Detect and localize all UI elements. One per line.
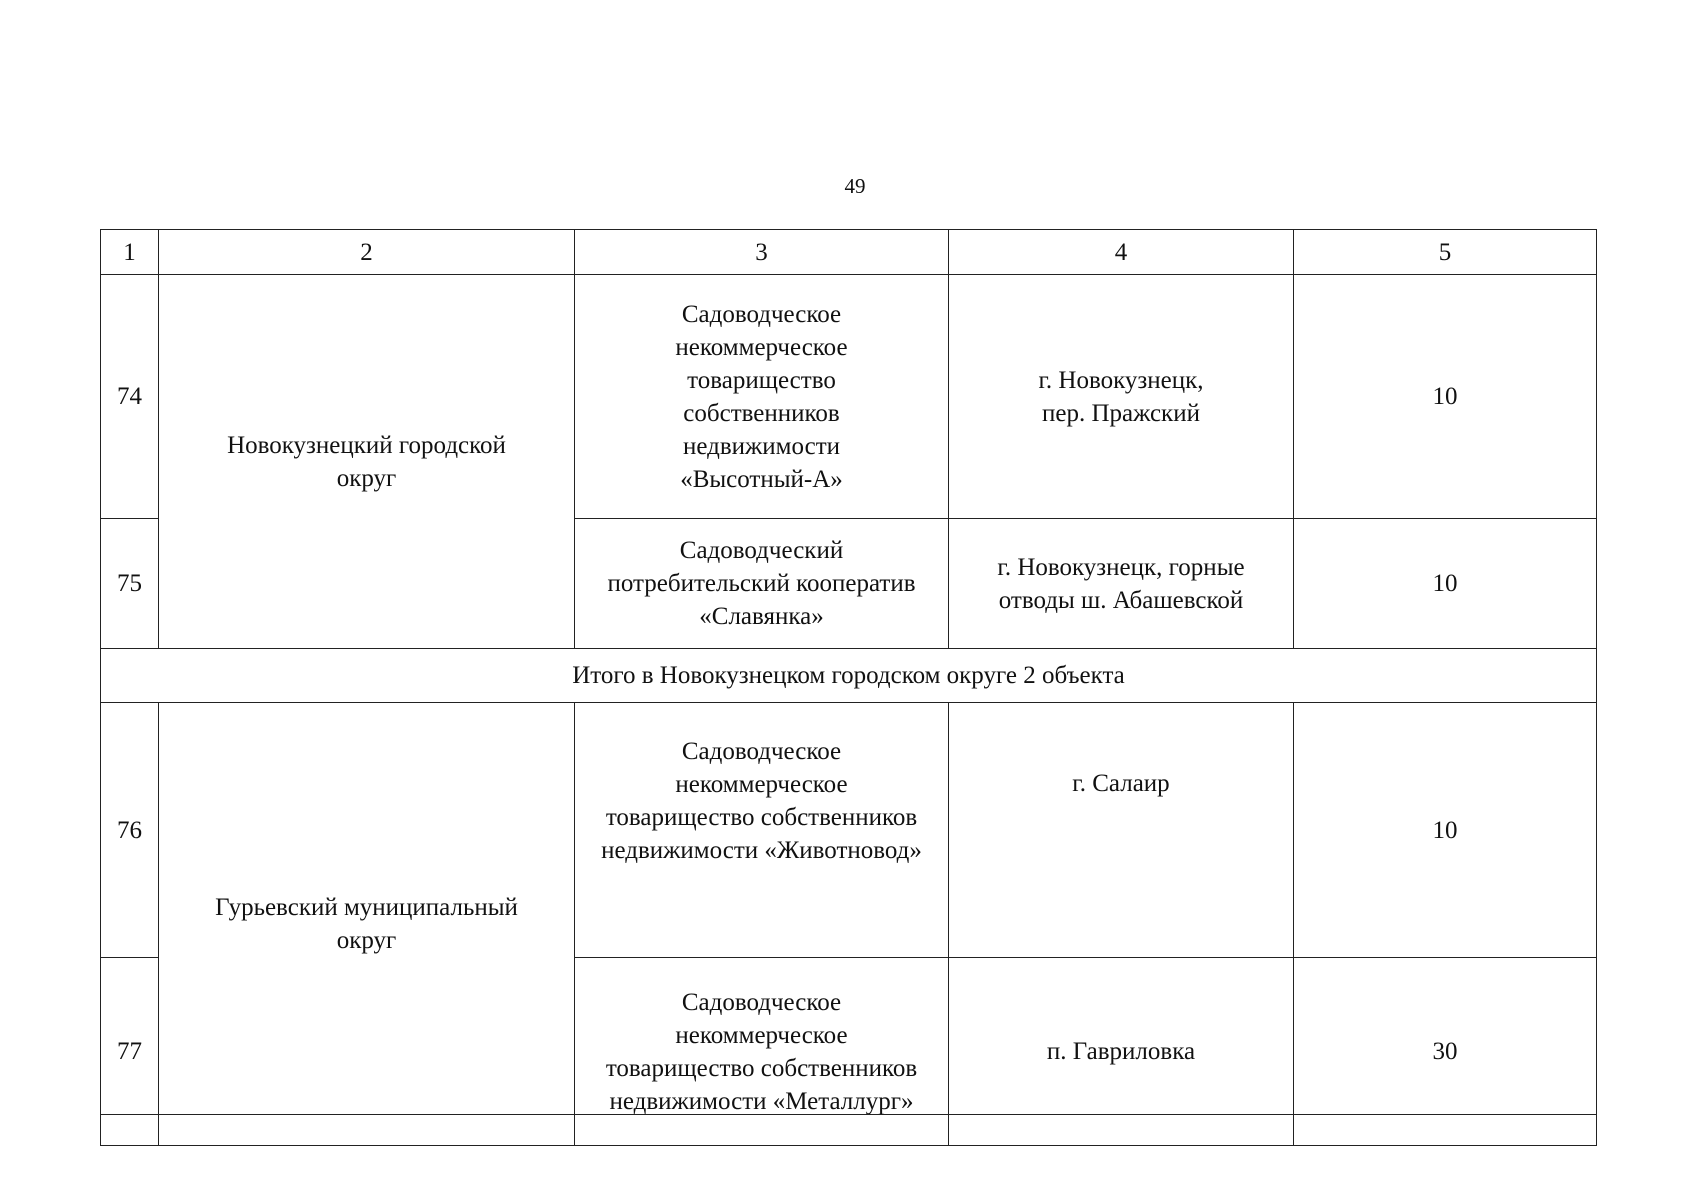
footer-divider (100, 1114, 1596, 1115)
value-cell: 10 (1294, 275, 1597, 519)
organization-name-line: некоммерческое (675, 1021, 848, 1049)
column-header: 4 (949, 230, 1294, 275)
column-header: 5 (1294, 230, 1597, 275)
location (949, 519, 1294, 649)
location-line: отводы ш. Абашевской (998, 586, 1244, 614)
location (949, 275, 1294, 519)
organization-name-line: товарищество собственников (605, 1054, 918, 1082)
row-number: 74 (101, 275, 159, 519)
organization-name-line: Садоводческое (681, 300, 842, 328)
column-header: 2 (159, 230, 575, 275)
value-cell: 10 (1294, 703, 1597, 958)
page-number: 49 (844, 174, 866, 198)
location-line: г. Новокузнецк, (1038, 366, 1204, 394)
objects-table (100, 229, 1597, 1146)
organization-name-line: товарищество (687, 366, 836, 394)
organization-name (575, 519, 949, 649)
organization-name-line: потребительский кооператив (607, 570, 916, 597)
organization-name-line: недвижимости «Металлург» (609, 1087, 914, 1115)
district-name-text: Новокузнецкий городской округ (227, 431, 506, 492)
organization-name-line: недвижимости (682, 432, 841, 460)
location-line: г. Новокузнецк, горные (997, 553, 1245, 581)
column-header: 3 (575, 230, 949, 275)
location (949, 703, 1294, 958)
total-row (101, 649, 1597, 703)
organization-name-line: собственников (683, 399, 840, 427)
column-header: 1 (101, 230, 159, 275)
table-header-row (101, 230, 1597, 275)
row-number: 76 (101, 703, 159, 958)
organization-name (575, 958, 949, 1146)
location-line: г. Салаир (1072, 770, 1170, 797)
district-name (159, 703, 575, 1146)
row-number: 77 (101, 958, 159, 1146)
location-line: п. Гавриловка (1046, 1038, 1196, 1065)
organization-name (575, 275, 949, 519)
organization-name-line: недвижимости «Животновод» (601, 837, 922, 864)
organization-name-line: Садоводческое (681, 738, 842, 765)
organization-name-line: товарищество собственников (605, 804, 918, 831)
district-name (159, 275, 575, 649)
value-cell: 30 (1294, 958, 1597, 1146)
organization-name-line: «Высотный-А» (680, 465, 843, 493)
district-name-text: Гурьевский муниципальный округ (215, 894, 518, 954)
location (949, 958, 1294, 1146)
organization-name (575, 703, 949, 958)
organization-name-line: некоммерческое (675, 333, 848, 361)
value-cell: 10 (1294, 519, 1597, 649)
organization-name-line: «Славянка» (699, 603, 824, 630)
row-number: 75 (101, 519, 159, 649)
total-text: Итого в Новокузнецком городском округе 2 объекта (101, 649, 1597, 703)
table-row (101, 275, 1597, 519)
organization-name-line: Садоводческий (679, 537, 844, 564)
organization-name-line: Садоводческое (681, 988, 842, 1016)
table-row (101, 703, 1597, 958)
organization-name-line: некоммерческое (675, 771, 848, 798)
location-line: пер. Пражский (1042, 399, 1200, 427)
